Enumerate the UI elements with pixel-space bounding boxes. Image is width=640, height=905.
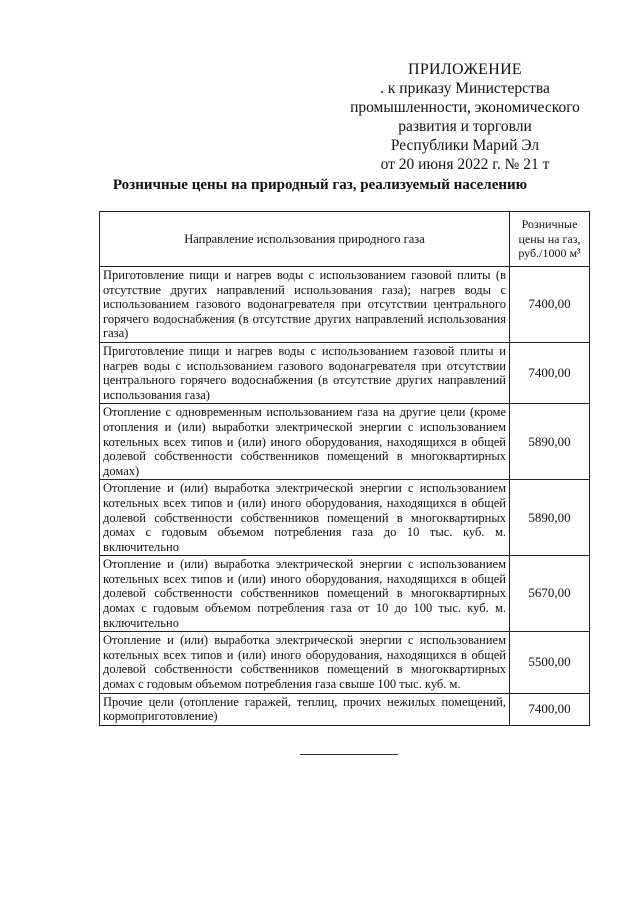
row-price: 7400,00 xyxy=(510,342,590,403)
appendix-line: промышленности, экономического xyxy=(350,99,580,116)
table-header-row xyxy=(100,212,590,267)
appendix-order-date: от 20 июня 2022 г. № 21 т xyxy=(380,156,550,173)
appendix-title: ПРИЛОЖЕНИЕ xyxy=(407,61,522,78)
closing-divider xyxy=(300,754,398,755)
document-title: Розничные цены на природный газ, реализуемый населению xyxy=(112,177,528,193)
appendix-line: развития и торговли xyxy=(398,118,532,135)
price-table xyxy=(99,211,590,726)
row-direction: Отопление и (или) выработка электрической энергии с использованием котельных всех типов и (или) иного оборудования, находящихся в общей долевой собственности собственников помещений в многоквартирных домах с годовым объемом потребления газа от 10 до 100 тыс. куб. м. включительно xyxy=(100,556,510,632)
table-row xyxy=(100,342,590,403)
table-row xyxy=(100,267,590,343)
row-direction: Отопление с одновременным использованием газа на другие цели (кроме отопления и (или) выработки электрической энергии с использованием котельных всех типов и (или) иного оборудования, находящихся в общей долевой собственности собственников помещений в многоквартирных домах) xyxy=(100,404,510,480)
header-price: Розничные цены на газ, руб./1000 м³ xyxy=(510,212,590,267)
appendix-line: Республики Марий Эл xyxy=(390,137,540,154)
header-direction: Направление использования природного газа xyxy=(100,212,510,267)
row-price: 5500,00 xyxy=(510,632,590,693)
row-direction: Отопление и (или) выработка электрической энергии с использованием котельных всех типов и (или) иного оборудования, находящихся в общей долевой собственности собственников помещений в многоквартирных домах с годовым объемом потребления газа свыше 100 тыс. куб. м. xyxy=(100,632,510,693)
row-price: 5890,00 xyxy=(510,480,590,556)
appendix-line: . к приказу Министерства xyxy=(380,80,550,97)
table-row xyxy=(100,632,590,693)
row-direction: Приготовление пищи и нагрев воды с использованием газовой плиты (в отсутствие других направлений использования газа); нагрев воды с использованием газового водонагревателя при отсутствии центрального горячего водоснабжения (в отсутствие других направлений использования газа) xyxy=(100,267,510,343)
row-price: 7400,00 xyxy=(510,693,590,725)
table-row xyxy=(100,693,590,725)
table-row xyxy=(100,556,590,632)
row-direction: Приготовление пищи и нагрев воды с использованием газовой плиты и нагрев воды с использованием газового водонагревателя при отсутствии центрального горячего водоснабжения (в отсутствие других направлений использования газа) xyxy=(100,342,510,403)
appendix-block xyxy=(340,60,590,174)
row-direction: Прочие цели (отопление гаражей, теплиц, прочих нежилых помещений, кормоприготовление) xyxy=(100,693,510,725)
row-direction: Отопление и (или) выработка электрической энергии с использованием котельных всех типов и (или) иного оборудования, находящихся в общей долевой собственности собственников помещений в многоквартирных домах с годовым объемом потребления газа до 10 тыс. куб. м. включительно xyxy=(100,480,510,556)
table-row xyxy=(100,404,590,480)
row-price: 5670,00 xyxy=(510,556,590,632)
table-row xyxy=(100,480,590,556)
row-price: 7400,00 xyxy=(510,267,590,343)
row-price: 5890,00 xyxy=(510,404,590,480)
